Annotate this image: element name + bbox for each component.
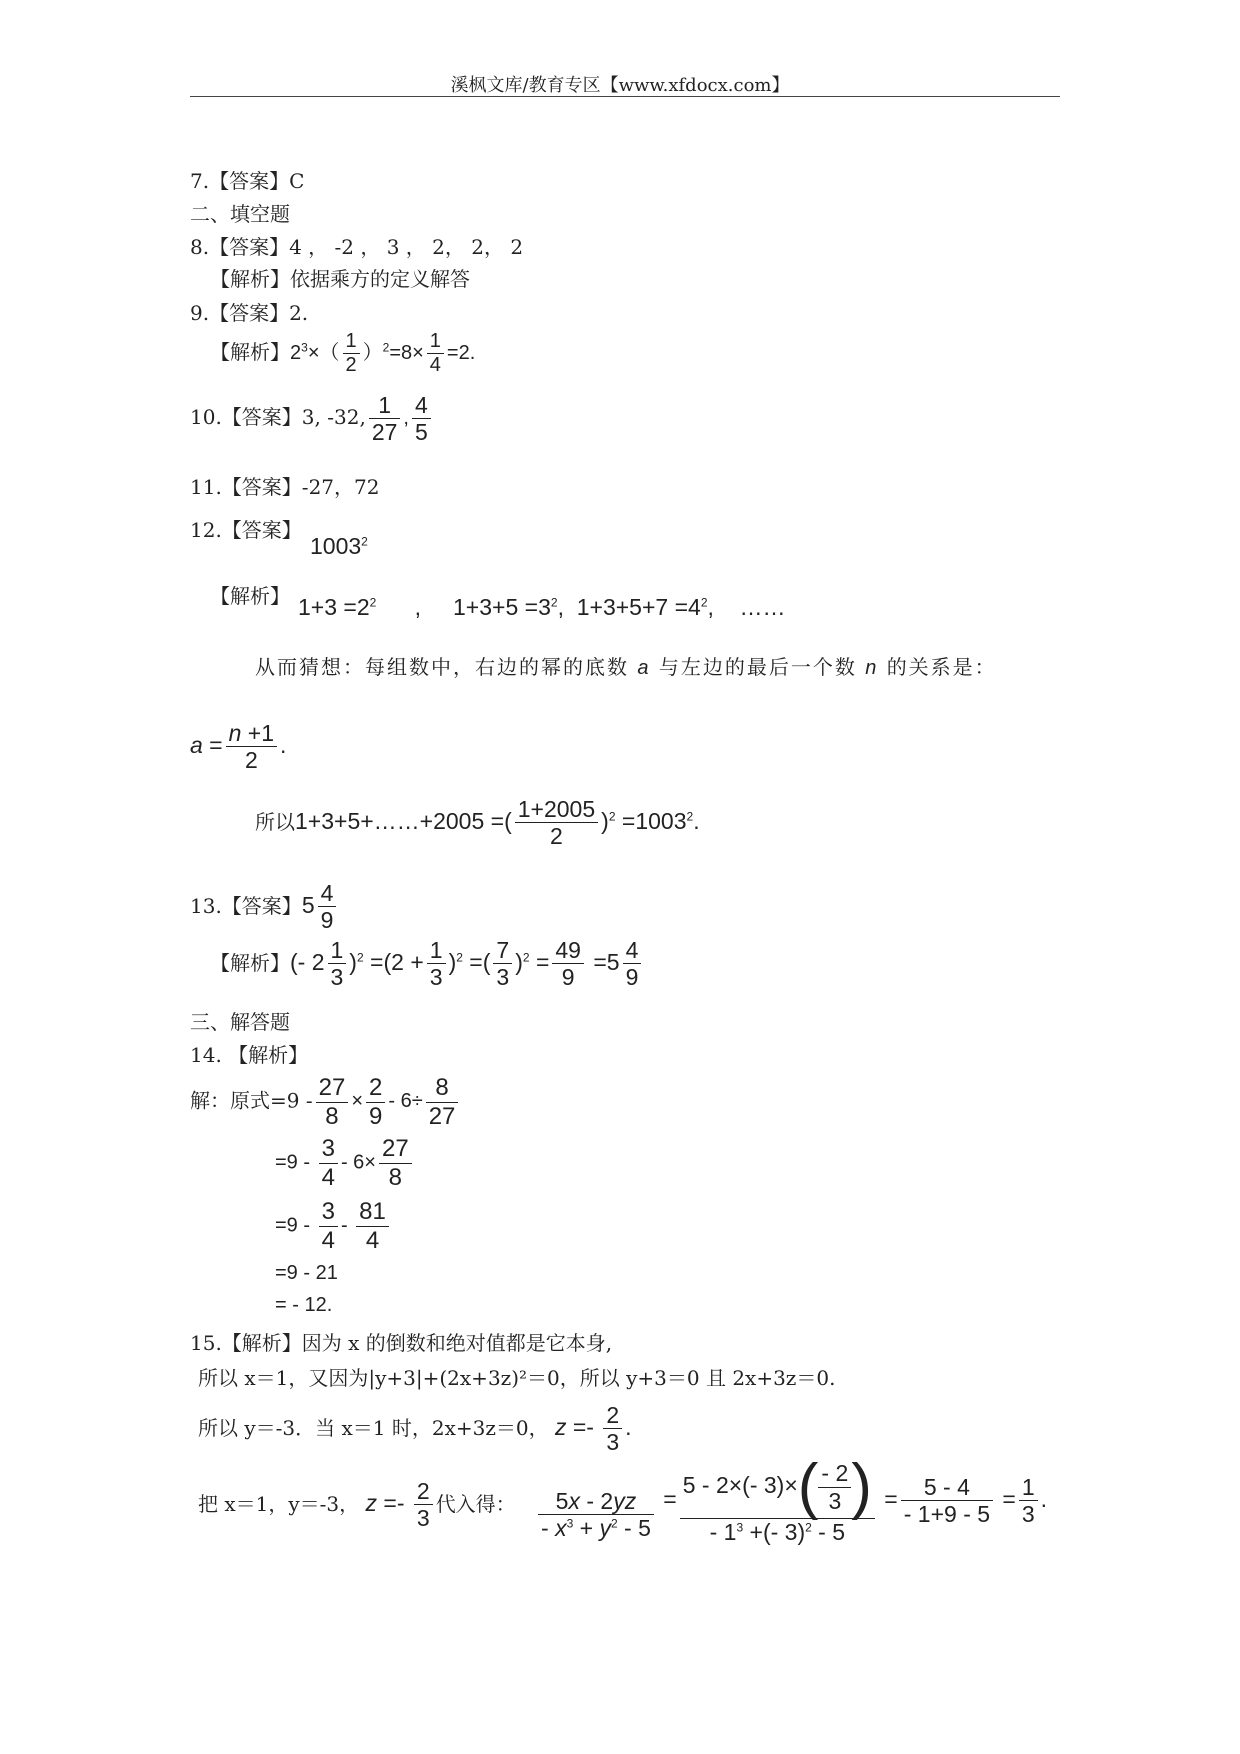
q14-line3: =9 - $\frac{3}{4}$ - $\frac{81}{4}$ [275,1198,392,1254]
q9-answer: 9.【答案】2. [190,301,309,325]
q14-label: 14. 【解析】 [190,1043,309,1067]
q9-explanation [210,330,475,377]
q13-label: 13.【答案】 [190,894,302,919]
q15-z-formula: z =- $\frac{2}{3}$ . [554,1402,632,1456]
q14-start: 解：原式=9 - [190,1088,313,1113]
q12-so-text: 所以 [255,810,295,835]
q15-line4 [198,1478,516,1532]
q8-answer: 8.【答案】4 ， -2 ， 3 ， 2， 2， 2 [190,235,524,259]
q15-line4-text: 把 x＝1，y＝-3， [198,1492,360,1517]
q14-line1 [190,1074,461,1130]
q12-guess-line: 从而猜想：每组数中，右边的幂的底数 a 与左边的最后一个数 n 的关系是： [255,655,997,679]
q12-guess-end: 的关系是： [886,655,997,679]
q11-answer: 11.【答案】-27，72 [190,475,380,499]
q9-formula: $2^3\times$（ $\frac{1}{2}$ ）$^2$=8× $\frac{1}{4}$ =2. [290,330,476,376]
q15-final-formula: $\frac{5x - 2yz}{- x^3 + y^2 - 5}$ = 5 - 2×(- 3)×( $\frac{- 2}{3}$ ) - $1^3$ +(- 3)$^2$ - 5 = $\frac{5 - 4}{- 1+9 - 5}$ = $\frac{1}{3}$ . [535,1456,1047,1545]
q12-pattern: $1+3 =2^2$ , $1+3+5 =3^2$, $1+3+5+7 =4^2$, …… [298,594,786,620]
q15-z-value: z =- $\frac{2}{3}$ [366,1490,436,1516]
section-fill-blank: 二、填空题 [190,202,290,226]
q12-formula-a: a = $\frac{n +1}{2}$ . [190,720,287,774]
q13-explanation [210,937,644,991]
q13-value: 5 $\frac{4}{9}$ [302,892,340,918]
section-solve: 三、解答题 [190,1010,290,1034]
header-rule [190,96,1060,97]
q15-line3-text: 所以 y＝-3．当 x＝1 时，2x+3z＝0， [198,1416,549,1441]
q9-exp-label: 【解析】 [210,339,290,364]
q15-line1: 15.【解析】因为 x 的倒数和绝对值都是它本身, [190,1331,613,1355]
q13-formula: (- 2 $\frac{1}{3}$ )$^2$ =(2 + $\frac{1}{3}$ )$^2$ =( $\frac{7}{3}$ )$^2$ = $\frac{49}{9}$ =5 $\frac{4}{9}$ [290,949,644,975]
q15-substitute: 代入得： [435,1492,516,1517]
q15-line3 [198,1402,632,1456]
q12-answer-value: 1003$^2$ [310,533,368,559]
q12-sum-line [255,796,700,850]
q12-sum-formula: 1+3+5+……+2005 =( $\frac{1+2005}{2}$ )$^2 =1003^2$. [295,796,700,850]
q14-line2: =9 - $\frac{3}{4}$ - 6× $\frac{27}{8}$ [275,1135,415,1191]
q15-line2: 所以 x＝1，又因为|y+3|+(2x+3z)²＝0，所以 y+3＝0 且 2x+3z＝0. [198,1366,836,1390]
q14-line5: = - 12. [275,1294,333,1316]
q10-answer [190,392,434,446]
q8-explanation: 【解析】依据乘方的定义解答 [210,267,470,291]
q13-exp-label: 【解析】 [210,951,290,976]
q13-answer [190,880,339,934]
q7-answer: 7.【答案】C [190,169,305,193]
q12-guess-text: 从而猜想：每组数中，右边的幂的底数 [255,655,629,679]
q10-fractions: $\frac{1}{27}$ , $\frac{4}{5}$ [366,407,434,429]
q12-guess-mid: 与左边的最后一个数 [658,655,857,679]
q14-line4: =9 - 21 [275,1262,338,1284]
q10-label: 10.【答案】3, -32, [190,405,366,430]
q12-exp-label: 【解析】 [210,584,290,608]
q12-answer-label: 12.【答案】 [190,518,302,542]
q14-expr1: $\frac{27}{8}$ × $\frac{2}{9}$ - 6÷ $\frac{8}{27}$ [313,1090,462,1112]
page-header: 溪枫文库/教育专区【www.xfdocx.com】 [450,75,790,96]
